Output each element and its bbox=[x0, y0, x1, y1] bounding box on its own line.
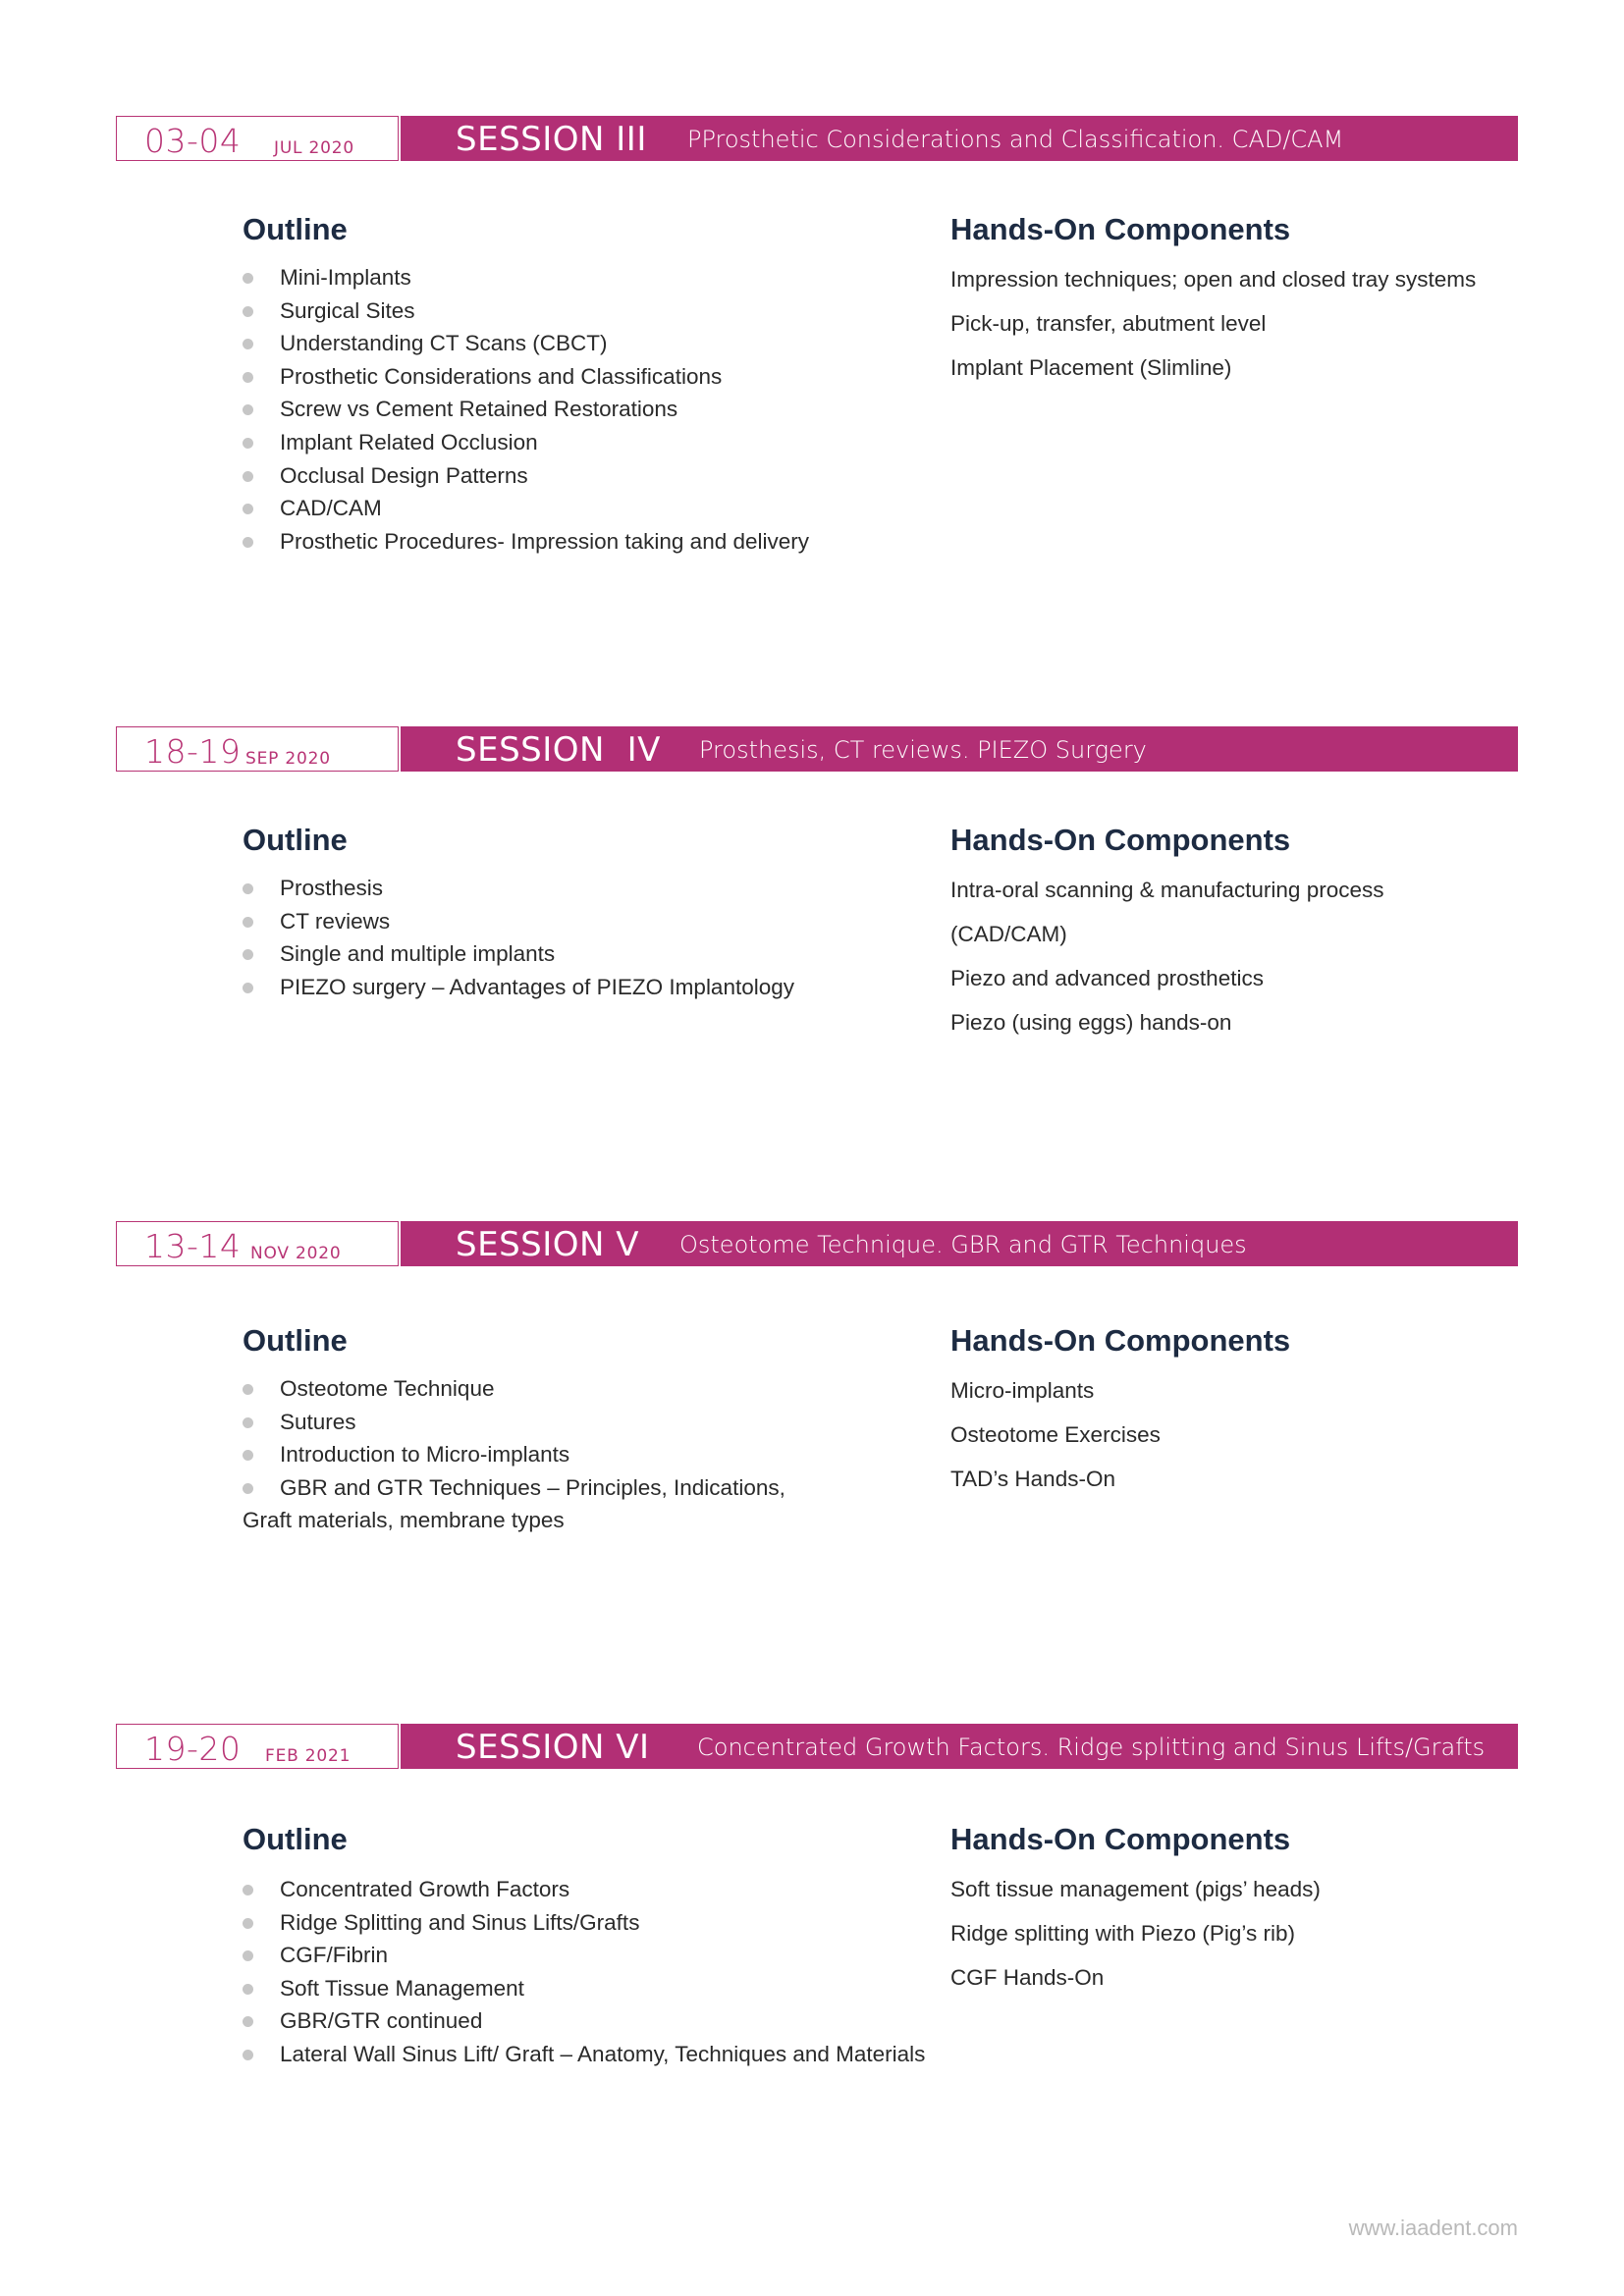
outline-list bbox=[243, 261, 989, 558]
session-date-month: JUL 2020 bbox=[274, 138, 354, 158]
outline-item bbox=[243, 1406, 989, 1439]
outline-item-text: CGF/Fibrin bbox=[280, 1943, 389, 1968]
hands-on-heading: Hands-On Components bbox=[950, 1323, 1291, 1358]
outline-item bbox=[243, 294, 989, 328]
hands-on-item: Pick-up, transfer, abutment level bbox=[950, 311, 1267, 336]
session-title-bar bbox=[401, 1724, 1518, 1769]
outline-item-text: Surgical Sites bbox=[280, 297, 415, 323]
bullet-icon bbox=[243, 1450, 253, 1461]
hands-on-list bbox=[950, 1867, 1321, 2000]
outline-list bbox=[243, 1372, 989, 1504]
bullet-icon bbox=[243, 1918, 253, 1929]
outline-item bbox=[243, 492, 989, 525]
bullet-icon bbox=[243, 2050, 253, 2060]
bullet-icon bbox=[243, 339, 253, 349]
outline-item-text: Prosthetic Procedures- Impression taking and delivery bbox=[280, 528, 810, 554]
session-date-month: FEB 2021 bbox=[265, 1746, 352, 1766]
hands-on-item: TAD’s Hands-On bbox=[950, 1467, 1115, 1491]
session-date-month: NOV 2020 bbox=[250, 1244, 342, 1263]
bullet-icon bbox=[243, 504, 253, 514]
outline-item bbox=[243, 872, 989, 905]
outline-item-text: Screw vs Cement Retained Restorations bbox=[280, 397, 678, 422]
outline-item bbox=[243, 1471, 989, 1505]
hands-on-item: Implant Placement (Slimline) bbox=[950, 355, 1232, 380]
outline-heading: Outline bbox=[243, 212, 348, 246]
session-date-month: SEP 2020 bbox=[245, 749, 331, 769]
outline-item-text: Single and multiple implants bbox=[280, 941, 556, 967]
outline-item bbox=[243, 2004, 1224, 2038]
outline-item-text: CAD/CAM bbox=[280, 496, 382, 521]
outline-item-text: Understanding CT Scans (CBCT) bbox=[280, 331, 608, 356]
website-link[interactable]: www.iaadent.com bbox=[1348, 2216, 1518, 2240]
outline-item bbox=[243, 393, 989, 426]
bullet-icon bbox=[243, 273, 253, 284]
session-date-days: 18-19 bbox=[144, 732, 242, 771]
outline-item-continuation: Graft materials, membrane types bbox=[243, 1508, 565, 1532]
outline-item-text: Implant Related Occlusion bbox=[280, 429, 538, 454]
hands-on-item: Osteotome Exercises bbox=[950, 1422, 1161, 1447]
outline-item-text: GBR/GTR continued bbox=[280, 2008, 483, 2034]
hands-on-item: Micro-implants bbox=[950, 1378, 1095, 1403]
outline-item bbox=[243, 261, 989, 294]
session-date bbox=[116, 1724, 399, 1769]
outline-item bbox=[243, 905, 989, 938]
outline-item bbox=[243, 1372, 989, 1406]
bullet-icon bbox=[243, 537, 253, 548]
bullet-icon bbox=[243, 883, 253, 894]
bullet-icon bbox=[243, 1885, 253, 1896]
outline-item-text: Prosthesis bbox=[280, 876, 384, 900]
session-subtitle: PProsthetic Considerations and Classification. CAD/CAM bbox=[687, 126, 1344, 153]
hands-on-item: Intra-oral scanning & manufacturing process bbox=[950, 878, 1384, 902]
outline-heading: Outline bbox=[243, 1323, 348, 1358]
outline-item-text: GBR and GTR Techniques – Principles, Indications, bbox=[280, 1474, 785, 1500]
outline-item-text: CT reviews bbox=[280, 908, 391, 934]
session-date-days: 13-14 bbox=[144, 1227, 242, 1265]
outline-heading: Outline bbox=[243, 823, 348, 857]
hands-on-list bbox=[950, 257, 1476, 390]
session-subtitle: Osteotome Technique. GBR and GTR Techniques bbox=[679, 1231, 1247, 1258]
hands-on-item: Piezo and advanced prosthetics bbox=[950, 966, 1264, 990]
outline-item bbox=[243, 327, 989, 360]
hands-on-heading: Hands-On Components bbox=[950, 823, 1291, 857]
bullet-icon bbox=[243, 1417, 253, 1428]
session-date-days: 19-20 bbox=[144, 1730, 242, 1768]
outline-item-text: Lateral Wall Sinus Lift/ Graft – Anatomy, Techniques and Materials bbox=[280, 2041, 926, 2066]
bullet-icon bbox=[243, 404, 253, 415]
outline-item bbox=[243, 459, 989, 493]
outline-item-text: Sutures bbox=[280, 1409, 356, 1434]
session-date bbox=[116, 1221, 399, 1266]
bullet-icon bbox=[243, 471, 253, 482]
session-date-days: 03-04 bbox=[144, 122, 242, 160]
outline-item bbox=[243, 937, 989, 971]
bullet-icon bbox=[243, 983, 253, 993]
hands-on-item: Soft tissue management (pigs’ heads) bbox=[950, 1877, 1321, 1901]
session-title-bar bbox=[401, 1221, 1518, 1266]
session-subtitle: Prosthesis, CT reviews. PIEZO Surgery bbox=[699, 736, 1147, 764]
session-label: SESSION IV bbox=[456, 730, 661, 770]
outline-list bbox=[243, 872, 989, 1003]
bullet-icon bbox=[243, 1384, 253, 1395]
hands-on-item: Ridge splitting with Piezo (Pig’s rib) bbox=[950, 1921, 1295, 1946]
bullet-icon bbox=[243, 1984, 253, 1995]
bullet-icon bbox=[243, 2016, 253, 2027]
hands-on-item: CGF Hands-On bbox=[950, 1965, 1105, 1990]
outline-item bbox=[243, 971, 989, 1004]
hands-on-heading: Hands-On Components bbox=[950, 212, 1291, 246]
bullet-icon bbox=[243, 372, 253, 383]
session-subtitle: Concentrated Growth Factors. Ridge splitting and Sinus Lifts/Grafts bbox=[697, 1734, 1486, 1761]
session-date bbox=[116, 116, 399, 161]
hands-on-item: Piezo (using eggs) hands-on bbox=[950, 1010, 1232, 1035]
outline-item bbox=[243, 360, 989, 394]
bullet-icon bbox=[243, 949, 253, 960]
outline-item-text: Prosthetic Considerations and Classifications bbox=[280, 363, 723, 389]
outline-item-text: Introduction to Micro-implants bbox=[280, 1442, 570, 1468]
bullet-icon bbox=[243, 1483, 253, 1494]
bullet-icon bbox=[243, 917, 253, 928]
outline-item bbox=[243, 525, 989, 559]
outline-item-text: Concentrated Growth Factors bbox=[280, 1877, 570, 1901]
hands-on-heading: Hands-On Components bbox=[950, 1822, 1291, 1856]
session-title-bar bbox=[401, 116, 1518, 161]
outline-item bbox=[243, 426, 989, 459]
outline-item-text: Osteotome Technique bbox=[280, 1376, 495, 1401]
session-label: SESSION III bbox=[456, 120, 647, 159]
session-title-bar bbox=[401, 726, 1518, 772]
outline-item-text: PIEZO surgery – Advantages of PIEZO Implantology bbox=[280, 974, 795, 999]
bullet-icon bbox=[243, 1950, 253, 1961]
outline-item-text: Ridge Splitting and Sinus Lifts/Grafts bbox=[280, 1909, 640, 1935]
outline-item-text: Soft Tissue Management bbox=[280, 1975, 524, 2001]
session-label: SESSION V bbox=[456, 1225, 640, 1264]
outline-item-text: Occlusal Design Patterns bbox=[280, 462, 528, 488]
hands-on-list bbox=[950, 868, 1383, 1044]
bullet-icon bbox=[243, 306, 253, 317]
outline-item-text: Mini-Implants bbox=[280, 265, 411, 290]
hands-on-item: Impression techniques; open and closed tray systems bbox=[950, 267, 1477, 292]
session-label: SESSION VI bbox=[456, 1728, 650, 1767]
hands-on-item: (CAD/CAM) bbox=[950, 922, 1067, 946]
bullet-icon bbox=[243, 438, 253, 449]
outline-heading: Outline bbox=[243, 1822, 348, 1856]
hands-on-list bbox=[950, 1368, 1161, 1501]
outline-item bbox=[243, 1438, 989, 1471]
outline-item bbox=[243, 2038, 1224, 2071]
session-date bbox=[116, 726, 399, 772]
